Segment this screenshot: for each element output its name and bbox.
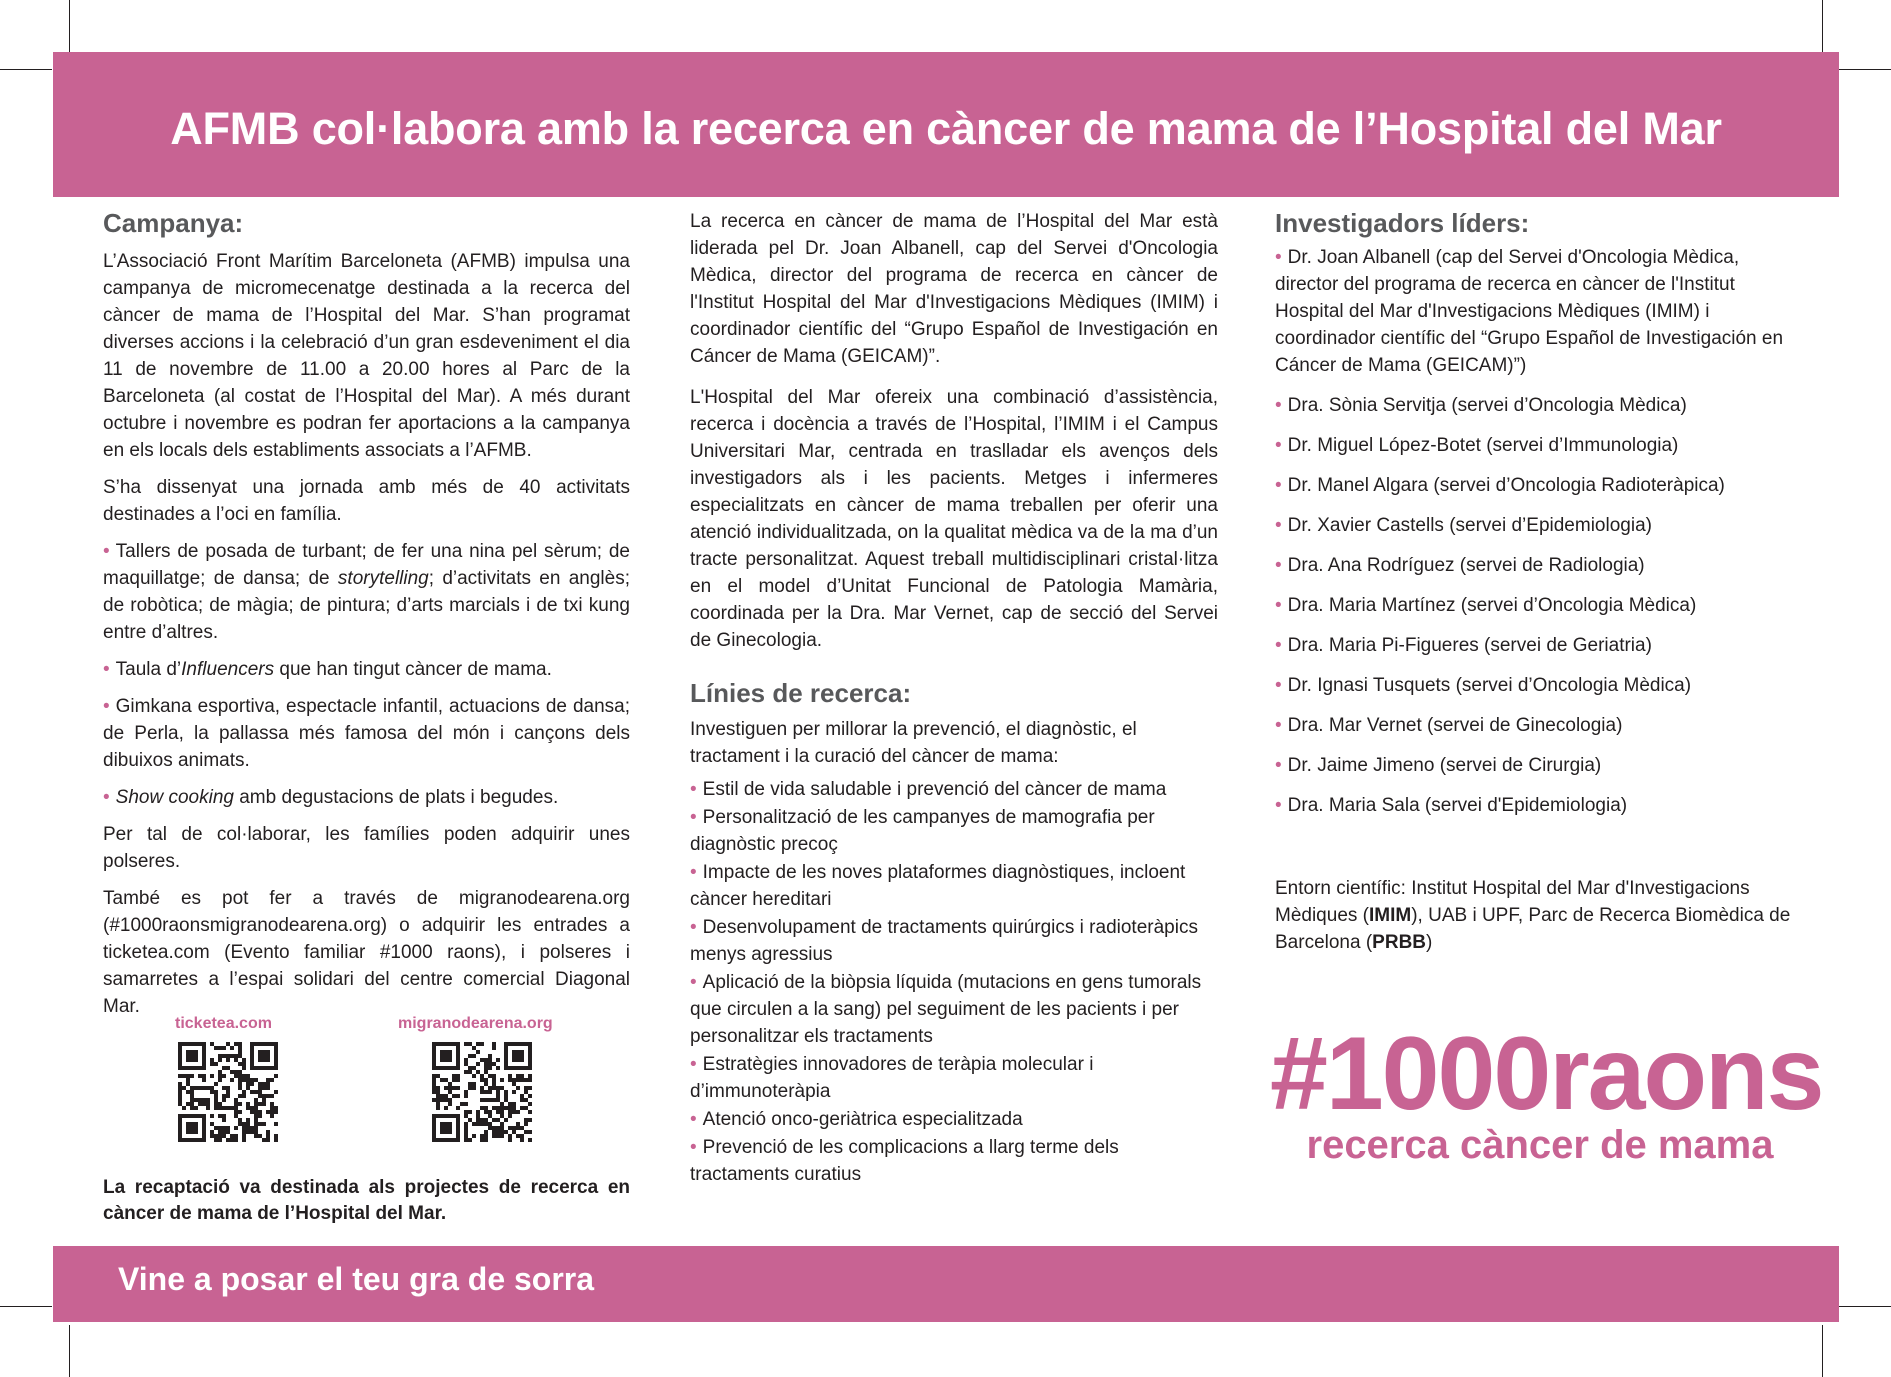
research-line-item: • Aplicació de la biòpsia líquida (mutacions en gens tumorals que circulen a la sang) pel seguiment de les pacients i per personalitzar els tractaments [690, 969, 1218, 1050]
leader-item: • Dr. Xavier Castells (servei d’Epidemiologia) [1275, 512, 1805, 539]
crop-mark [1839, 69, 1891, 70]
crop-mark [0, 69, 52, 70]
also-text: També es pot fer a través de migranodearena.org (#1000raonsmigranodearena.org) o adquirir les entrades a ticketea.com (Evento familiar #1000 raons), i polseres i samarretes a l’espai solidari del centre comercial Diagonal Mar. [103, 888, 630, 1017]
research-line-item: • Estil de vida saludable i prevenció del càncer de mama [690, 776, 1218, 803]
research-line-item: • Atenció onco-geriàtrica especialitzada [690, 1106, 1218, 1133]
crop-mark [1822, 0, 1823, 52]
leaders-column [1275, 208, 1805, 966]
campaign-column [103, 208, 630, 1030]
research-column [690, 208, 1218, 1189]
footer-band [53, 1246, 1839, 1322]
research-lines-intro: Investiguen per millorar la prevenció, el diagnòstic, el tractament i la curació del càncer de mama: [690, 719, 1137, 767]
research-paragraph: La recerca en càncer de mama de l’Hospital del Mar està liderada pel Dr. Joan Albanell, cap del Servei d'Oncologia Mèdica, director del programa de recerca en càncer de l'Institut Hospital del Mar d'Investigacions Mèdiques (IMIM) i coordinador científic del “Grupo Español de Investigación en Cáncer de Mama (GEICAM)”. [690, 211, 1218, 367]
leader-item: • Dra. Maria Martínez (servei d’Oncologia Mèdica) [1275, 592, 1805, 619]
leader-item: • Dra. Maria Sala (servei d'Epidemiologia) [1275, 792, 1805, 819]
campaign-tagline: recerca càncer de mama [1306, 1123, 1774, 1167]
research-line-item: • Estratègies innovadores de teràpia molecular i d’immunoteràpia [690, 1051, 1218, 1105]
research-lines-heading: Línies de recerca: [690, 678, 912, 708]
activity-item: • Tallers de posada de turbant; de fer una nina pel sèrum; de maquillatge; de dansa; de storytelling; d’activitats en anglès; de robòtica; de màgia; de pintura; d’arts marcials i de txi kung entre d’altres. [103, 538, 630, 646]
research-line-item: • Prevenció de les complicacions a llarg terme dels tractaments curatius [690, 1134, 1218, 1188]
leader-item: • Dra. Mar Vernet (servei de Ginecologia) [1275, 712, 1805, 739]
page-title: AFMB col·labora amb la recerca en càncer de mama de l’Hospital del Mar [170, 103, 1722, 154]
crop-mark [0, 1306, 52, 1307]
activities-intro: S’ha dissenyat una jornada amb més de 40 activitats destinades a l’oci en família. [103, 477, 630, 525]
campaign-intro: L’Associació Front Marítim Barceloneta (AFMB) impulsa una campanya de micromecenatge destinada a la recerca del càncer de mama de l’Hospital del Mar. S’han programat diverses accions i la celebració d’un gran esdeveniment el dia 11 de novembre de 11.00 a 20.00 hores al Parc de la Barceloneta (al costat de l’Hospital del Mar). A més durant octubre i novembre es podran fer aportacions a la campanya en els locals dels establiments associats a l’AFMB. [103, 251, 630, 461]
leader-item: • Dra. Sònia Servitja (servei d’Oncologia Mèdica) [1275, 392, 1805, 419]
qr-code-icon[interactable] [432, 1042, 532, 1142]
leaders-heading: Investigadors líders: [1275, 208, 1530, 238]
leader-item: • Dr. Joan Albanell (cap del Servei d'Oncologia Mèdica, director del programa de recerca en càncer de l'Institut Hospital del Mar d'Investigacions Mèdiques (IMIM) i coordinador científic del “Grupo Español de Investigación en Cáncer de Mama (GEICAM)”) [1275, 244, 1805, 379]
leader-item: • Dr. Ignasi Tusquets (servei d’Oncologia Mèdica) [1275, 672, 1805, 699]
collab-text: Per tal de col·laborar, les famílies poden adquirir unes polseres. [103, 824, 630, 872]
qr-code-icon[interactable] [178, 1042, 278, 1142]
closing-note: La recaptació va destinada als projectes de recerca en càncer de mama de l’Hospital del Mar. [103, 1177, 630, 1224]
crop-mark [69, 1325, 70, 1377]
activity-item: • Show cooking amb degustacions de plats i begudes. [103, 784, 630, 811]
activity-item: • Gimkana esportiva, espectacle infantil, actuacions de dansa; de Perla, la pallassa més famosa del món i cançons dels dibuixos animats. [103, 693, 630, 774]
scientific-environment: Entorn científic: Institut Hospital del Mar d'Investigacions Mèdiques (IMIM), UAB i UPF, Parc de Recerca Biomèdica de Barcelona (PRBB) [1275, 878, 1791, 953]
leaders-list [1275, 244, 1805, 819]
research-lines-list [690, 776, 1218, 1188]
crop-mark [1822, 1325, 1823, 1377]
campaign-heading: Campanya: [103, 208, 244, 238]
research-paragraph: L'Hospital del Mar ofereix una combinació d’assistència, recerca i docència a través de l’Hospital, l’IMIM i el Campus Universitari Mar, centrada en traslladar els avenços dels investigadors als i les pacients. Metges i infermeres especialitzats en càncer de mama treballen per oferir una atenció individualitzada, on la qualitat mèdica va de la ma d’un tracte personalitzat. Aquest treball multidisciplinari cristal·litza en el model d’Unitat Funcional de Patologia Mamària, coordinada per la Dra. Mar Vernet, cap de secció del Servei de Ginecologia. [690, 387, 1218, 651]
crop-mark [1839, 1306, 1891, 1307]
header-band [53, 52, 1839, 197]
leader-item: • Dra. Ana Rodríguez (servei de Radiologia) [1275, 552, 1805, 579]
qr-label-migranodearena: migranodearena.org [398, 1015, 553, 1032]
research-line-item: • Desenvolupament de tractaments quirúrgics i radioteràpics menys agressius [690, 914, 1218, 968]
leader-item: • Dr. Jaime Jimeno (servei de Cirurgia) [1275, 752, 1805, 779]
campaign-hashtag: #1000raons [1270, 1016, 1823, 1132]
qr-label-ticketea: ticketea.com [175, 1015, 272, 1032]
leader-item: • Dr. Miguel López-Botet (servei d’Immunologia) [1275, 432, 1805, 459]
activity-item: • Taula d’Influencers que han tingut càncer de mama. [103, 656, 630, 683]
footer-slogan: Vine a posar el teu gra de sorra [118, 1261, 595, 1297]
research-line-item: • Impacte de les noves plataformes diagnòstiques, incloent càncer hereditari [690, 859, 1218, 913]
research-line-item: • Personalització de les campanyes de mamografia per diagnòstic precoç [690, 804, 1218, 858]
crop-mark [69, 0, 70, 52]
leader-item: • Dr. Manel Algara (servei d’Oncologia Radioteràpica) [1275, 472, 1805, 499]
leader-item: • Dra. Maria Pi-Figueres (servei de Geriatria) [1275, 632, 1805, 659]
